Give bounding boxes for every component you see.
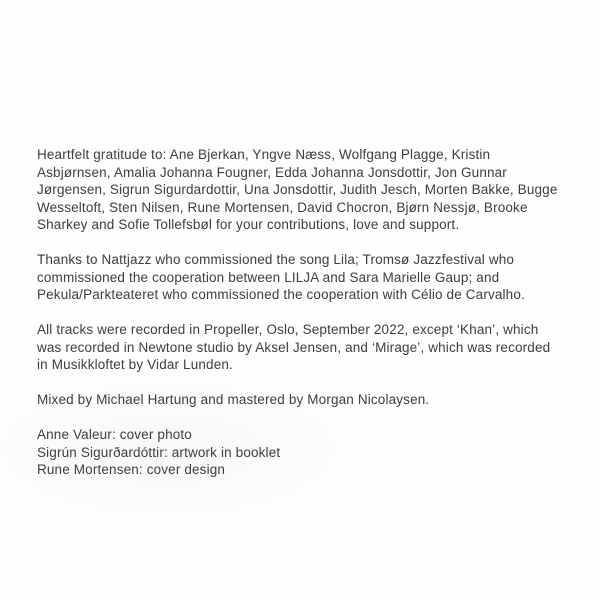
artwork-credit-lines	[37, 426, 561, 479]
recording-info-paragraph: All tracks were recorded in Propeller, Oslo, September 2022, except ‘Khan’, which was recorded in Newtone studio by Aksel Jensen, and ‘Mirage’, which was recorded in Musikkloftet by Vidar Lunden.	[37, 322, 551, 372]
gratitude-paragraph: Heartfelt gratitude to: Ane Bjerkan, Yngve Næss, Wolfgang Plagge, Kristin Asbjørnsen, Amalia Johanna Fougner, Edda Johanna Jonsdottir, Jon Gunnar Jørgensen, Sigrun Sigurdardottir, Una Jonsdottir, Judith Jesch, Morten Bakke, Bugge Wesseltoft, Sten Nilsen, Rune Mortensen, David Chocron, Bjørn Nessjø, Brooke Sharkey and Sofie Tollefsbøl for your contributions, love and support.	[37, 147, 558, 232]
commissions-paragraph: Thanks to Nattjazz who commissioned the song Lila; Tromsø Jazzfestival who commissioned the cooperation between LILJA and Sara Marielle Gaup; and Pekula/Parkteateret who commissioned the cooperation with Célio de Carvalho.	[37, 252, 525, 302]
credit-line-artwork-booklet: Sigrún Sigurðardóttir: artwork in booklet	[37, 444, 281, 460]
credits-text-block	[37, 146, 561, 479]
mixing-mastering-paragraph: Mixed by Michael Hartung and mastered by Morgan Nicolaysen.	[37, 392, 430, 407]
credit-line-cover-design: Rune Mortensen: cover design	[37, 462, 226, 477]
credit-line-cover-photo: Anne Valeur: cover photo	[37, 427, 192, 442]
